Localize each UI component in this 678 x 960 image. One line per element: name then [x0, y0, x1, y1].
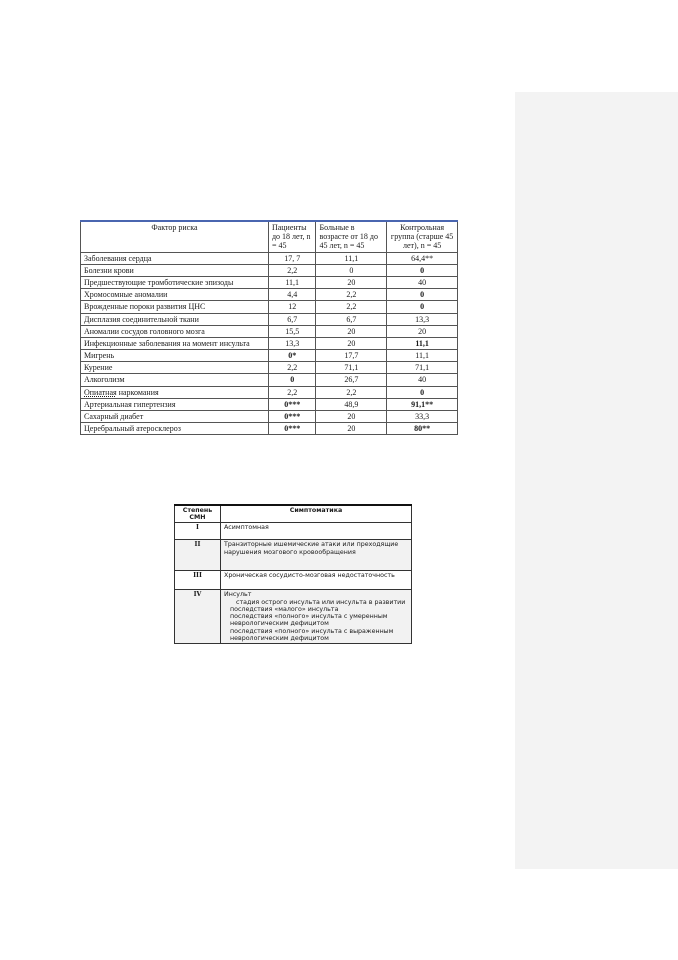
value-cell: 11,1: [316, 252, 387, 264]
value-cell: 80**: [387, 423, 458, 435]
factor-cell: Сахарный диабет: [81, 411, 269, 423]
symptom-title: Инсульт: [224, 591, 252, 599]
value-cell: 15,5: [268, 325, 316, 337]
header-factor: Фактор риска: [81, 221, 269, 252]
value-cell: 11,1: [387, 350, 458, 362]
value-cell: 0: [387, 264, 458, 276]
table-row: [81, 398, 458, 410]
symptom-cell: [221, 590, 412, 644]
factor-cell: Заболевания сердца: [81, 252, 269, 264]
stage-cell: I: [175, 523, 221, 540]
table-row: [81, 276, 458, 288]
symptom-cell: Хроническая сосудисто-мозговая недостаточность: [221, 571, 412, 590]
factor-cell: Предшествующие тромботические эпизоды: [81, 276, 269, 288]
stage-cell: IV: [175, 590, 221, 644]
value-cell: 0***: [268, 423, 316, 435]
value-cell: 13,3: [268, 337, 316, 349]
factor-prefix: Опиатная: [84, 387, 117, 397]
value-cell: 0: [387, 289, 458, 301]
value-cell: 2,2: [268, 264, 316, 276]
factor-cell: Мигрень: [81, 350, 269, 362]
value-cell: 2,2: [316, 386, 387, 398]
table-row: [81, 264, 458, 276]
symptom-subitem: последствия «полного» инсульта с умеренным неврологическим дефицитом: [230, 613, 388, 628]
table-row: [81, 350, 458, 362]
value-cell: 0***: [268, 398, 316, 410]
value-cell: 20: [316, 325, 387, 337]
value-cell: 20: [316, 423, 387, 435]
symptom-subitem: стадия острого инсульта или инсульта в развитии: [236, 598, 406, 606]
value-cell: 0: [387, 301, 458, 313]
table-row: [81, 289, 458, 301]
value-cell: 2,2: [316, 289, 387, 301]
table-row: [175, 571, 412, 590]
value-cell: 0: [316, 264, 387, 276]
header-symptoms: Симптоматика: [221, 505, 412, 523]
factor-cell: Аномалии сосудов головного мозга: [81, 325, 269, 337]
table-row: [81, 386, 458, 398]
header-stage: Степень СМН: [175, 505, 221, 523]
table-row: [175, 540, 412, 571]
stage-cell: II: [175, 540, 221, 571]
table-row: [81, 362, 458, 374]
table-row: [175, 523, 412, 540]
value-cell: 20: [316, 337, 387, 349]
table-row: [81, 374, 458, 386]
symptom-subitem: последствия «полного» инсульта с выраженным неврологическим дефицитом: [230, 627, 394, 642]
value-cell: 20: [316, 276, 387, 288]
table-row: [81, 252, 458, 264]
value-cell: 20: [387, 325, 458, 337]
value-cell: 40: [387, 374, 458, 386]
value-cell: 2,2: [316, 301, 387, 313]
value-cell: 71,1: [387, 362, 458, 374]
value-cell: 0: [268, 374, 316, 386]
risk-factors-table: [80, 220, 458, 435]
value-cell: 0*: [268, 350, 316, 362]
value-cell: 71,1: [316, 362, 387, 374]
table-row: [81, 325, 458, 337]
value-cell: 40: [387, 276, 458, 288]
factor-suffix: наркомания: [116, 387, 159, 397]
symptom-cell: Асимптомная: [221, 523, 412, 540]
factor-cell: Курение: [81, 362, 269, 374]
factor-cell: Артериальная гипертензия: [81, 398, 269, 410]
value-cell: 6,7: [268, 313, 316, 325]
value-cell: 11,1: [268, 276, 316, 288]
factor-cell: Хромосомные аномалии: [81, 289, 269, 301]
value-cell: 17, 7: [268, 252, 316, 264]
value-cell: 17,7: [316, 350, 387, 362]
header-patients-under-18: Пациенты до 18 лет, n = 45: [268, 221, 316, 252]
value-cell: 0: [387, 386, 458, 398]
stage-cell: III: [175, 571, 221, 590]
value-cell: 12: [268, 301, 316, 313]
value-cell: 0***: [268, 411, 316, 423]
value-cell: 48,9: [316, 398, 387, 410]
table-row: [175, 590, 412, 644]
value-cell: 6,7: [316, 313, 387, 325]
table-row: [81, 313, 458, 325]
value-cell: 20: [316, 411, 387, 423]
value-cell: 26,7: [316, 374, 387, 386]
value-cell: 11,1: [387, 337, 458, 349]
table-row: [81, 337, 458, 349]
table-row: [81, 423, 458, 435]
value-cell: 33,3: [387, 411, 458, 423]
value-cell: 91,1**: [387, 398, 458, 410]
value-cell: 2,2: [268, 386, 316, 398]
header-patients-18-45: Больные в возрасте от 18 до 45 лет, n = 45: [316, 221, 387, 252]
value-cell: 2,2: [268, 362, 316, 374]
value-cell: 4,4: [268, 289, 316, 301]
risk-table-header-row: [81, 221, 458, 252]
factor-cell: Церебральный атеросклероз: [81, 423, 269, 435]
factor-cell: [81, 386, 269, 398]
symptom-subitem: последствия «малого» инсульта: [230, 605, 339, 613]
factor-cell: Болезни крови: [81, 264, 269, 276]
symptom-cell: Транзиторные ишемические атаки или преходящие нарушения мозгового кровообращения: [221, 540, 412, 571]
stage-table-header-row: [175, 505, 412, 523]
factor-cell: Врожденные пороки развития ЦНС: [81, 301, 269, 313]
header-control-group: Контрольная группа (старше 45 лет), n = 45: [387, 221, 458, 252]
comments-pane: [515, 92, 678, 869]
value-cell: 13,3: [387, 313, 458, 325]
stroke-stage-table: [174, 504, 412, 644]
table-row: [81, 301, 458, 313]
value-cell: 64,4**: [387, 252, 458, 264]
factor-cell: Дисплазия соединительной ткани: [81, 313, 269, 325]
factor-cell: Инфекционные заболевания на момент инсульта: [81, 337, 269, 349]
table-row: [81, 411, 458, 423]
factor-cell: Алкоголизм: [81, 374, 269, 386]
